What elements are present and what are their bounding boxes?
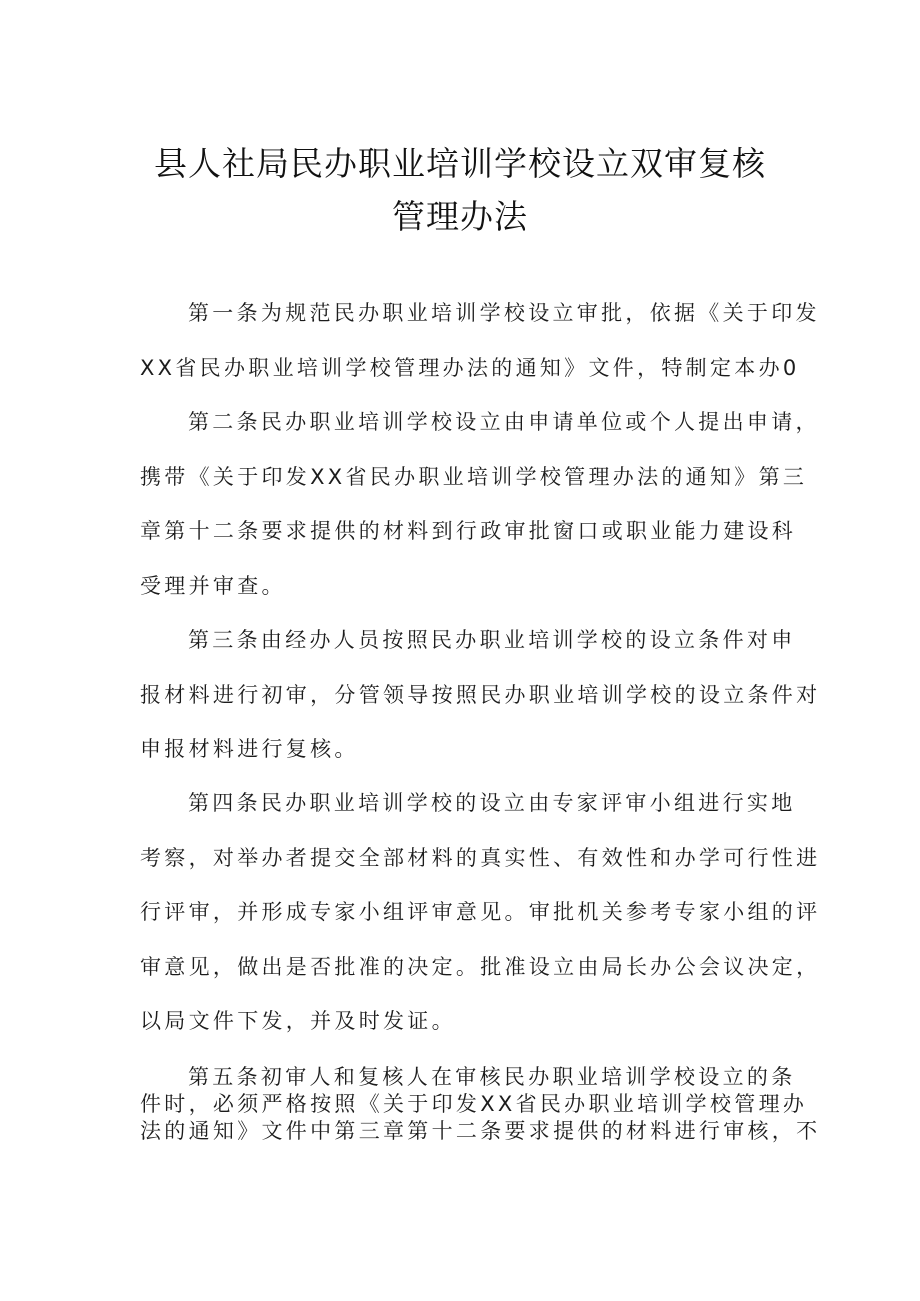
paragraph-line: 申报材料进行复核。 [140, 737, 359, 761]
paragraph-line: 第三条由经办人员按照民办职业培训学校的设立条件对申 [188, 628, 796, 652]
paragraph-line: 第四条民办职业培训学校的设立由专家评审小组进行实地 [188, 791, 796, 815]
paragraph-line: XX省民办职业培训学校管理办法的通知》文件，特制定本办0 [140, 355, 800, 380]
article-1-paragraph [140, 298, 820, 407]
document-title-line-2: 管理办法 [392, 197, 528, 236]
paragraph-line: 考察，对举办者提交全部材料的真实性、有效性和办学可行性进 [140, 845, 821, 870]
article-2-paragraph [140, 407, 820, 625]
paragraph-line: 行评审，并形成专家小组评审意见。审批机关参考专家小组的评 [140, 900, 821, 924]
paragraph-line: 第一条为规范民办职业培训学校设立审批，依据《关于印发 [188, 301, 820, 325]
article-5-paragraph [140, 1064, 821, 1145]
paragraph-line: 受理并审查。 [140, 573, 286, 598]
paragraph-line: 件时，必须严格按照《关于印发XX省民办职业培训学校管理办 [140, 1092, 808, 1116]
document-title-line-1: 县人社局民办职业培训学校设立双审复核 [154, 144, 766, 183]
paragraph-line: 法的通知》文件中第三章第十二条要求提供的材料进行审核，不 [140, 1119, 821, 1143]
paragraph-line: 章第十二条要求提供的材料到行政审批窗口或职业能力建设科 [140, 519, 797, 543]
article-4-paragraph [140, 788, 821, 1061]
paragraph-line: 第五条初审人和复核人在审核民办职业培训学校设立的条 [188, 1065, 796, 1089]
paragraph-line: 报材料进行初审，分管领导按照民办职业培训学校的设立条件对 [140, 682, 821, 707]
paragraph-line: 以局文件下发，并及时发证。 [140, 1009, 456, 1033]
article-3-paragraph [140, 625, 821, 789]
paragraph-line: 第二条民办职业培训学校设立由申请单位或个人提出申请， [188, 410, 820, 434]
paragraph-line: 携带《关于印发XX省民办职业培训学校管理办法的通知》第三 [140, 464, 808, 489]
paragraph-line: 审意见，做出是否批准的决定。批准设立由局长办公会议决定， [140, 954, 821, 979]
